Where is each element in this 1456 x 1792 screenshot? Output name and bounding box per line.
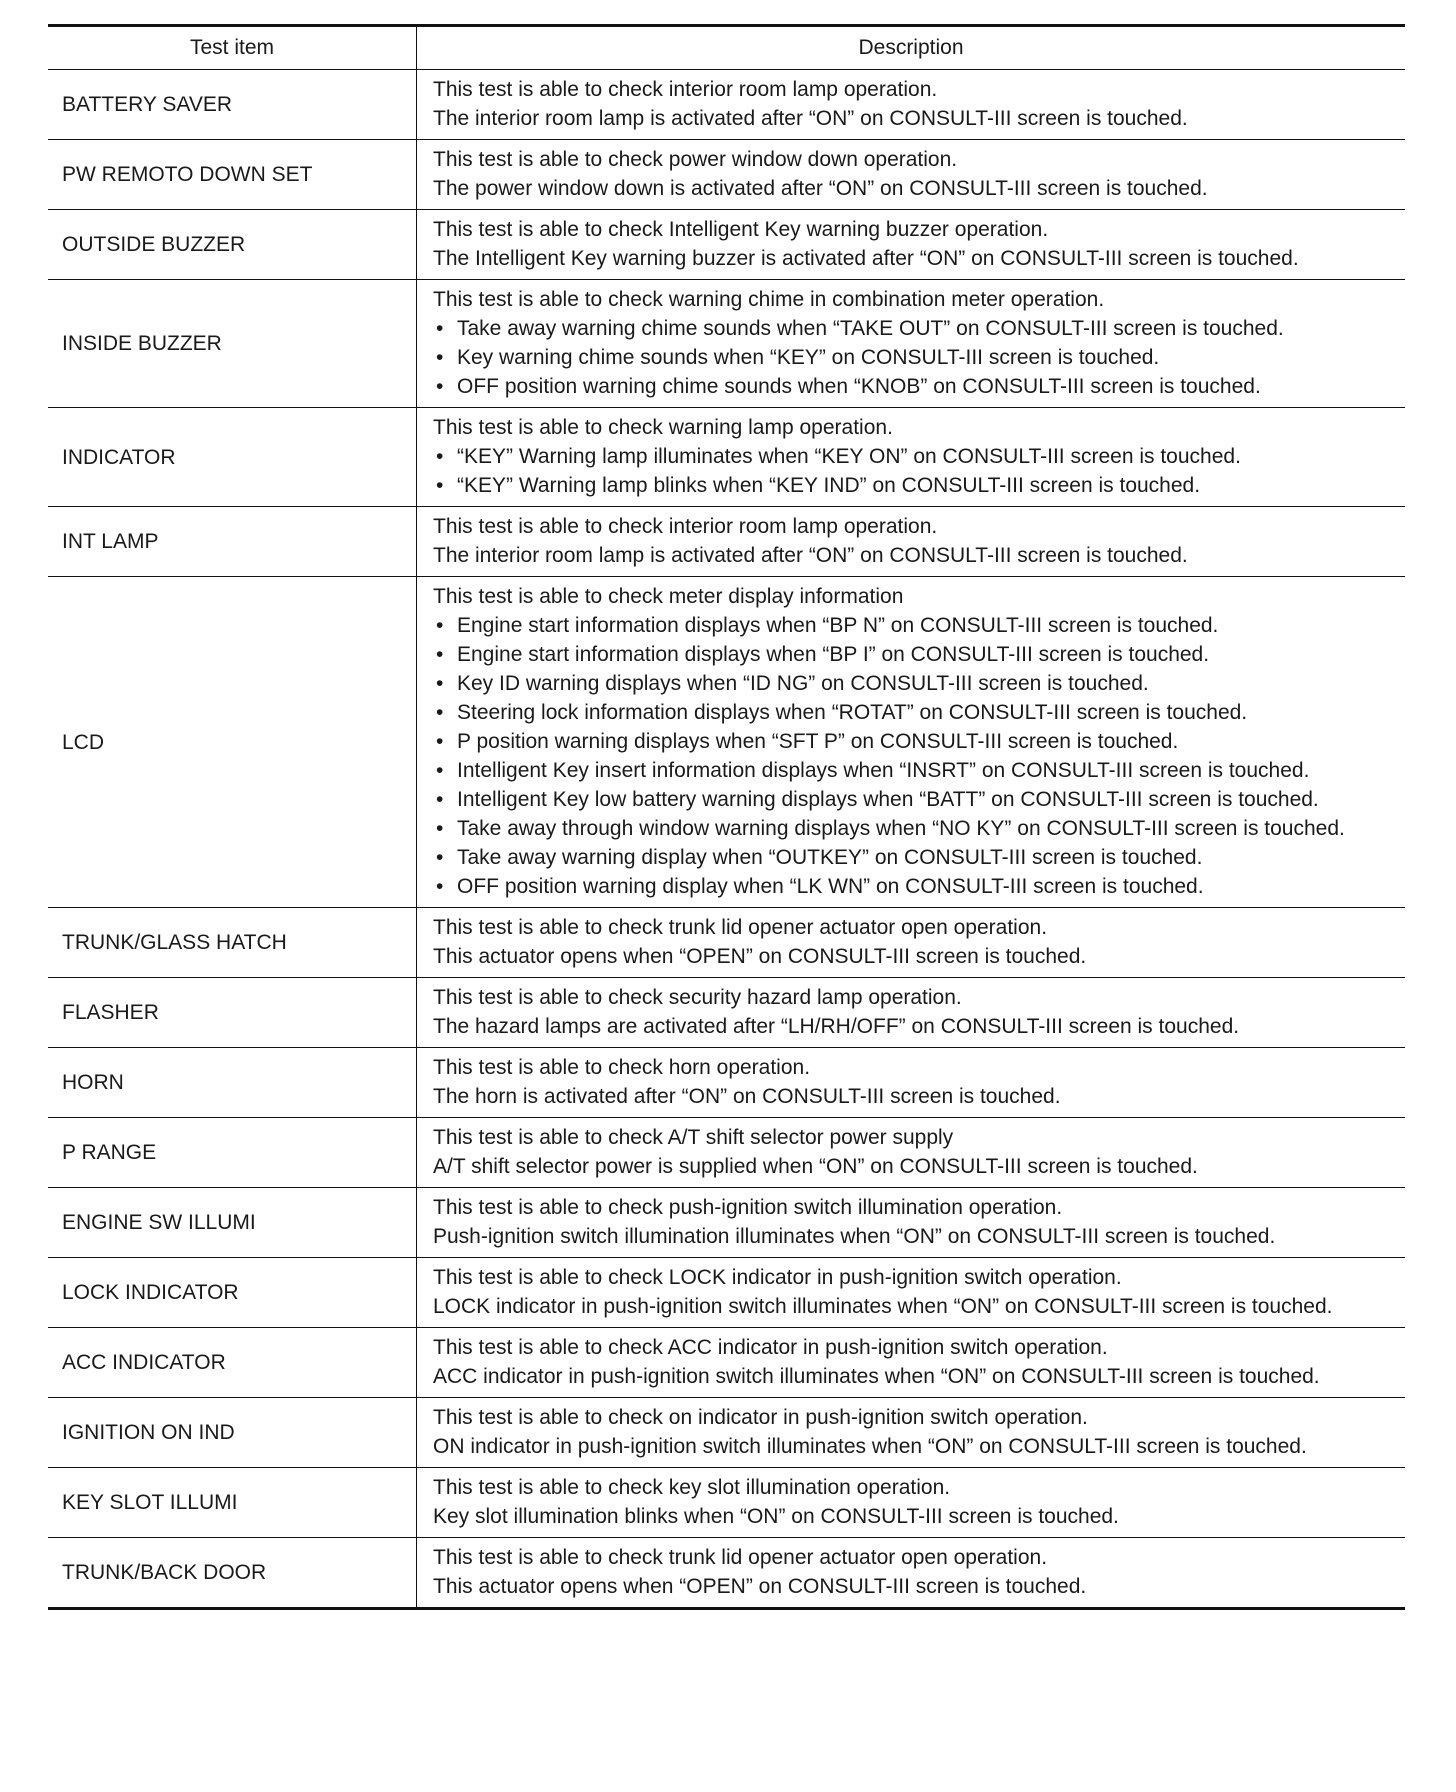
header-test-item: Test item <box>48 26 417 70</box>
description-cell <box>417 1048 1406 1118</box>
bullet-item: • OFF position warning display when “LK WN” on CONSULT-III screen is touched. <box>433 872 1399 901</box>
table-row <box>48 908 1405 978</box>
description-line: This test is able to check Intelligent Key warning buzzer operation. <box>433 218 1049 241</box>
description-line: This test is able to check horn operation. <box>433 1056 811 1079</box>
table-row <box>48 280 1405 408</box>
description-cell <box>417 1118 1406 1188</box>
description-line: Push-ignition switch illumination illuminates when “ON” on CONSULT-III screen is touched. <box>433 1225 1276 1248</box>
test-item-cell: PW REMOTO DOWN SET <box>48 140 417 210</box>
table-row <box>48 1468 1405 1538</box>
description-cell <box>417 577 1406 908</box>
description-line: This test is able to check interior room lamp operation. <box>433 78 938 101</box>
bullet-item: • Key warning chime sounds when “KEY” on CONSULT-III screen is touched. <box>433 343 1399 372</box>
description-line: The horn is activated after “ON” on CONSULT-III screen is touched. <box>433 1085 1061 1108</box>
table-row <box>48 1258 1405 1328</box>
description-cell <box>417 1188 1406 1258</box>
description-line: The Intelligent Key warning buzzer is activated after “ON” on CONSULT-III screen is touched. <box>433 247 1299 270</box>
description-line: This actuator opens when “OPEN” on CONSULT-III screen is touched. <box>433 945 1087 968</box>
header-description: Description <box>417 26 1406 70</box>
description-line: This test is able to check warning chime in combination meter operation. <box>433 288 1105 311</box>
description-cell <box>417 1258 1406 1328</box>
active-test-table-page <box>48 24 1405 1610</box>
description-line: This test is able to check on indicator in push-ignition switch operation. <box>433 1406 1088 1429</box>
bullet-item: • “KEY” Warning lamp illuminates when “KEY ON” on CONSULT-III screen is touched. <box>433 442 1399 471</box>
table-row <box>48 507 1405 577</box>
description-cell <box>417 140 1406 210</box>
test-item-cell: OUTSIDE BUZZER <box>48 210 417 280</box>
bullet-item: • Intelligent Key insert information displays when “INSRT” on CONSULT-III screen is touched. <box>433 756 1399 785</box>
bullet-list <box>433 442 1399 500</box>
bullet-item: • Engine start information displays when “BP I” on CONSULT-III screen is touched. <box>433 640 1399 669</box>
bullet-item: • Steering lock information displays when “ROTAT” on CONSULT-III screen is touched. <box>433 698 1399 727</box>
table-row <box>48 408 1405 507</box>
test-item-cell: HORN <box>48 1048 417 1118</box>
test-item-cell: ENGINE SW ILLUMI <box>48 1188 417 1258</box>
description-line: This test is able to check LOCK indicator in push-ignition switch operation. <box>433 1266 1122 1289</box>
description-line: The power window down is activated after “ON” on CONSULT-III screen is touched. <box>433 177 1208 200</box>
table-row <box>48 1188 1405 1258</box>
test-item-cell: KEY SLOT ILLUMI <box>48 1468 417 1538</box>
description-line: This test is able to check power window down operation. <box>433 148 958 171</box>
description-cell <box>417 408 1406 507</box>
description-line: The interior room lamp is activated after “ON” on CONSULT-III screen is touched. <box>433 544 1188 567</box>
description-line: This test is able to check trunk lid opener actuator open operation. <box>433 1546 1048 1569</box>
table-row <box>48 1118 1405 1188</box>
description-line: ON indicator in push-ignition switch illuminates when “ON” on CONSULT-III screen is touched. <box>433 1435 1307 1458</box>
description-line: Key slot illumination blinks when “ON” on CONSULT-III screen is touched. <box>433 1505 1119 1528</box>
description-cell <box>417 978 1406 1048</box>
table-row <box>48 577 1405 908</box>
description-line: This test is able to check push-ignition switch illumination operation. <box>433 1196 1063 1219</box>
description-line: A/T shift selector power is supplied when “ON” on CONSULT-III screen is touched. <box>433 1155 1198 1178</box>
description-line: This test is able to check key slot illumination operation. <box>433 1476 951 1499</box>
bullet-list <box>433 314 1399 401</box>
table-row <box>48 140 1405 210</box>
description-cell <box>417 210 1406 280</box>
table-row <box>48 1048 1405 1118</box>
description-cell <box>417 1398 1406 1468</box>
test-item-cell: BATTERY SAVER <box>48 70 417 140</box>
table-row <box>48 978 1405 1048</box>
test-item-cell: LOCK INDICATOR <box>48 1258 417 1328</box>
table-header-row <box>48 26 1405 70</box>
description-cell <box>417 1538 1406 1609</box>
description-cell <box>417 280 1406 408</box>
bullet-item: • P position warning displays when “SFT P” on CONSULT-III screen is touched. <box>433 727 1399 756</box>
bullet-item: • Take away through window warning displays when “NO KY” on CONSULT-III screen is touched. <box>433 814 1399 843</box>
description-cell <box>417 1468 1406 1538</box>
table-row <box>48 70 1405 140</box>
description-line: This test is able to check warning lamp operation. <box>433 416 893 439</box>
bullet-item: • OFF position warning chime sounds when “KNOB” on CONSULT-III screen is touched. <box>433 372 1399 401</box>
description-line: The hazard lamps are activated after “LH/RH/OFF” on CONSULT-III screen is touched. <box>433 1015 1240 1038</box>
test-item-cell: INSIDE BUZZER <box>48 280 417 408</box>
bullet-item: • Intelligent Key low battery warning displays when “BATT” on CONSULT-III screen is touched. <box>433 785 1399 814</box>
description-line: This test is able to check meter display information <box>433 585 904 608</box>
description-line: This test is able to check ACC indicator in push-ignition switch operation. <box>433 1336 1108 1359</box>
bullet-item: • Take away warning display when “OUTKEY” on CONSULT-III screen is touched. <box>433 843 1399 872</box>
description-line: LOCK indicator in push-ignition switch illuminates when “ON” on CONSULT-III screen is touched. <box>433 1295 1333 1318</box>
description-line: This test is able to check A/T shift selector power supply <box>433 1126 954 1149</box>
bullet-item: • Take away warning chime sounds when “TAKE OUT” on CONSULT-III screen is touched. <box>433 314 1399 343</box>
test-item-cell: FLASHER <box>48 978 417 1048</box>
test-item-cell: INDICATOR <box>48 408 417 507</box>
bullet-item: • Key ID warning displays when “ID NG” on CONSULT-III screen is touched. <box>433 669 1399 698</box>
active-test-table <box>48 24 1405 1610</box>
description-line: ACC indicator in push-ignition switch illuminates when “ON” on CONSULT-III screen is touched. <box>433 1365 1320 1388</box>
description-line: The interior room lamp is activated after “ON” on CONSULT-III screen is touched. <box>433 107 1188 130</box>
table-row <box>48 210 1405 280</box>
description-cell <box>417 908 1406 978</box>
description-line: This test is able to check security hazard lamp operation. <box>433 986 962 1009</box>
test-item-cell: TRUNK/GLASS HATCH <box>48 908 417 978</box>
description-cell <box>417 1328 1406 1398</box>
description-cell <box>417 507 1406 577</box>
bullet-item: • Engine start information displays when “BP N” on CONSULT-III screen is touched. <box>433 611 1399 640</box>
description-cell <box>417 70 1406 140</box>
bullet-item: • “KEY” Warning lamp blinks when “KEY IND” on CONSULT-III screen is touched. <box>433 471 1399 500</box>
description-line: This test is able to check trunk lid opener actuator open operation. <box>433 916 1048 939</box>
table-row <box>48 1538 1405 1609</box>
test-item-cell: INT LAMP <box>48 507 417 577</box>
test-item-cell: LCD <box>48 577 417 908</box>
test-item-cell: ACC INDICATOR <box>48 1328 417 1398</box>
bullet-list <box>433 611 1399 901</box>
description-line: This test is able to check interior room lamp operation. <box>433 515 938 538</box>
test-item-cell: P RANGE <box>48 1118 417 1188</box>
table-row <box>48 1328 1405 1398</box>
test-item-cell: TRUNK/BACK DOOR <box>48 1538 417 1609</box>
description-line: This actuator opens when “OPEN” on CONSULT-III screen is touched. <box>433 1575 1087 1598</box>
table-body <box>48 70 1405 1609</box>
test-item-cell: IGNITION ON IND <box>48 1398 417 1468</box>
table-row <box>48 1398 1405 1468</box>
